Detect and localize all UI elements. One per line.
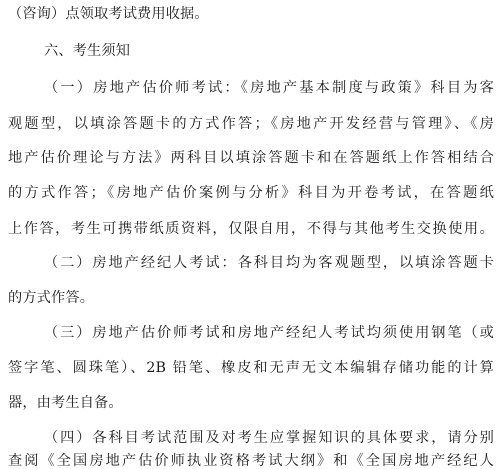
text-line-11: 签字笔、圆珠笔）、2B 铅笔、橡皮和无声无文本编辑存储功能的计算: [8, 360, 494, 376]
text-line-8: （二）房地产经纪人考试：各科目均为客观题型，以填涂答题卡: [44, 255, 494, 271]
text-line-7: 上作答，考生可携带纸质资料，仅限自用，不得与其他考生交换使用。: [8, 221, 494, 237]
text-line-5: 地产估价理论与方法》两科目以填涂答题卡和在答题纸上作答相结合: [8, 150, 494, 166]
text-line-12: 器，由考生自备。: [8, 395, 123, 411]
section-heading-exam-notice: 六、考生须知: [44, 43, 131, 59]
text-line-10: （三）房地产估价师考试和房地产经纪人考试均须使用钢笔（或: [44, 325, 494, 341]
text-line-13: （四）各科目考试范围及对考生应掌握知识的具体要求，请分别: [44, 430, 494, 446]
text-line-9: 的方式作答。: [8, 290, 95, 306]
text-line-6: 的方式作答；《房地产估价案例与分析》科目为开卷考试，在答题纸: [8, 185, 494, 201]
text-line-4: 观题型，以填涂答题卡的方式作答；《房地产开发经营与管理》、《房: [8, 116, 494, 132]
text-line-3: （一）房地产估价师考试：《房地产基本制度与政策》科目为客: [44, 80, 494, 96]
text-line-14: 查阅《全国房地产估价师执业资格考试大纲》和《全国房地产经纪人: [8, 453, 494, 469]
text-line-1: （咨询）点领取考试费用收据。: [8, 6, 209, 22]
